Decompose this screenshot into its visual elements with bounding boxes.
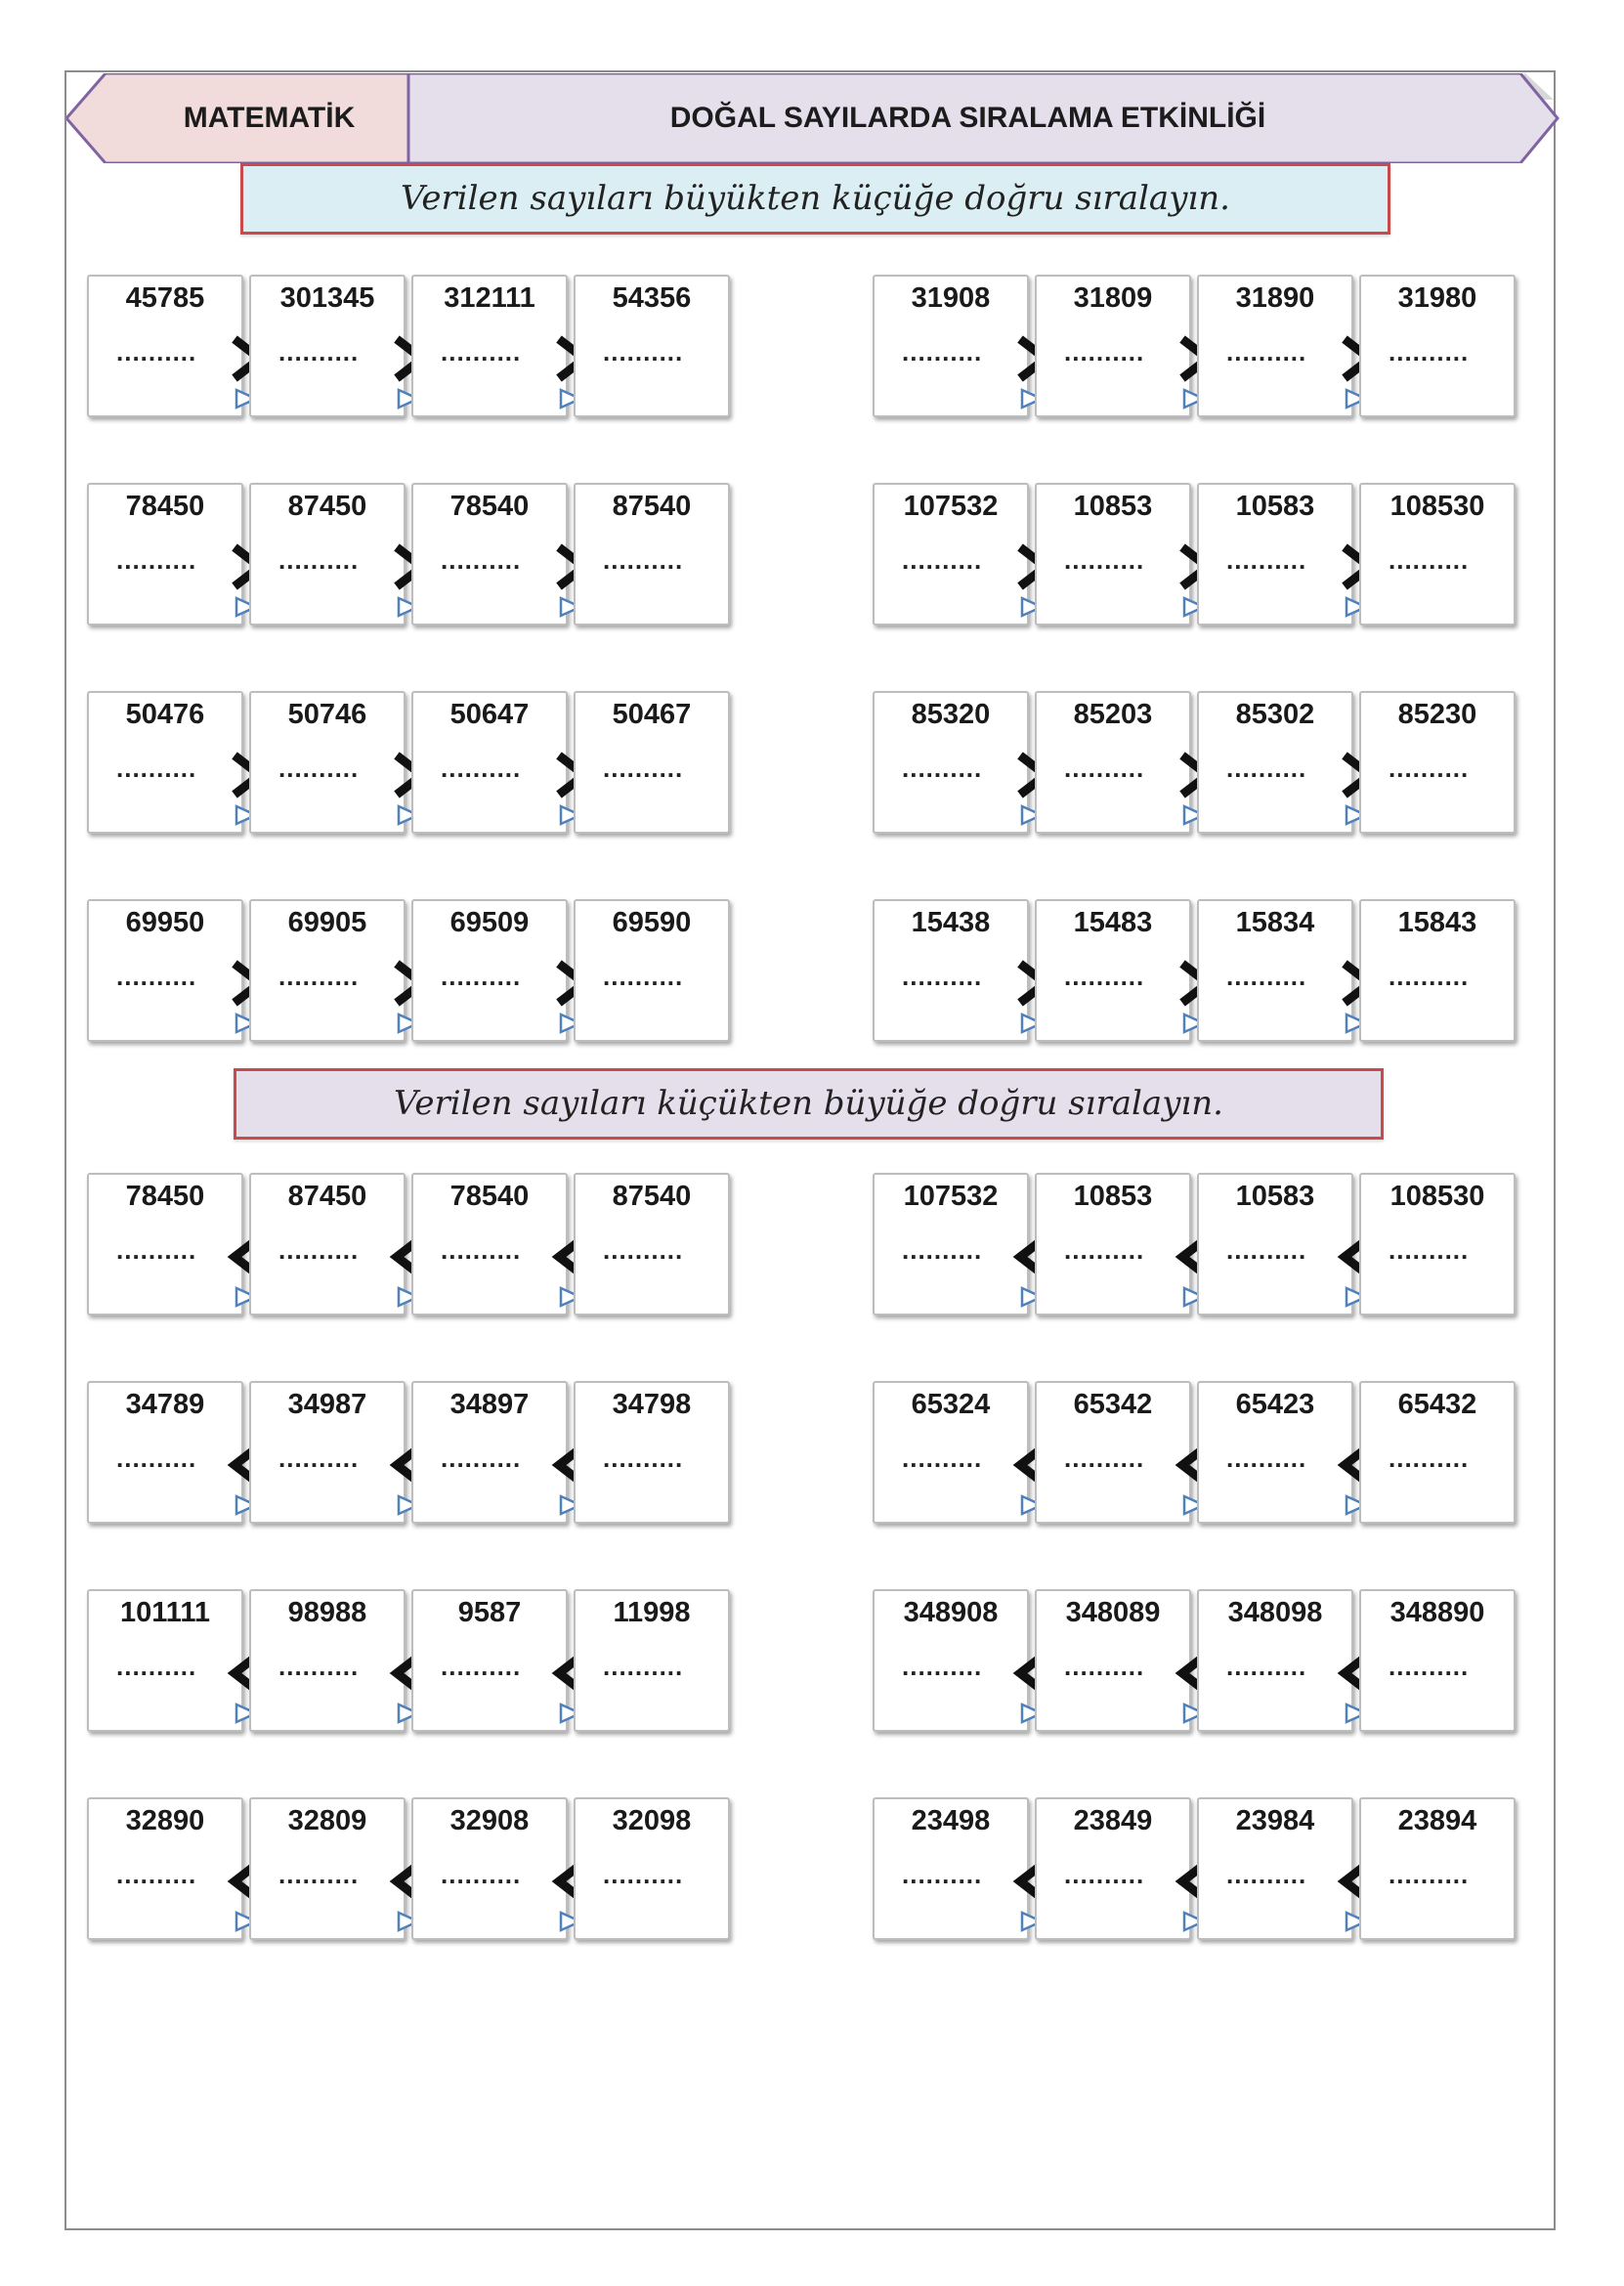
card-number: 10853 — [1073, 1181, 1153, 1212]
answer-blank[interactable]: .......... — [1064, 962, 1145, 991]
number-card — [574, 483, 730, 625]
number-card — [249, 1589, 406, 1732]
number-card — [249, 1381, 406, 1524]
answer-blank[interactable]: .......... — [1226, 1235, 1307, 1265]
answer-blank[interactable]: .......... — [1064, 754, 1145, 783]
answer-blank[interactable]: .......... — [116, 1860, 197, 1889]
number-card — [1035, 1173, 1191, 1316]
card-number: 107532 — [903, 1181, 999, 1212]
number-card — [1359, 691, 1516, 834]
answer-blank[interactable]: .......... — [441, 1235, 522, 1265]
number-card — [249, 483, 406, 625]
card-number: 78540 — [449, 1181, 530, 1212]
answer-blank[interactable]: .......... — [1389, 1235, 1470, 1265]
number-card — [574, 1173, 730, 1316]
card-number: 15483 — [1073, 907, 1153, 938]
number-card — [1197, 1381, 1353, 1524]
card-number: 69905 — [287, 907, 367, 938]
card-number: 31908 — [911, 282, 991, 314]
number-card — [411, 899, 568, 1042]
card-number: 50467 — [612, 699, 692, 730]
number-card — [1197, 691, 1353, 834]
answer-blank[interactable]: .......... — [116, 545, 197, 575]
answer-blank[interactable]: .......... — [1226, 1860, 1307, 1889]
card-number: 348908 — [903, 1597, 999, 1628]
number-card — [873, 691, 1029, 834]
answer-blank[interactable]: .......... — [1226, 337, 1307, 367]
number-card — [1197, 1173, 1353, 1316]
card-number: 69590 — [612, 907, 692, 938]
card-number: 78450 — [125, 491, 205, 522]
header-banner — [66, 73, 1560, 163]
answer-blank[interactable]: .......... — [902, 754, 983, 783]
answer-blank[interactable]: .......... — [1389, 1444, 1470, 1473]
answer-blank[interactable]: .......... — [441, 754, 522, 783]
card-number: 10853 — [1073, 491, 1153, 522]
worksheet-title: DOĞAL SAYILARDA SIRALAMA ETKİNLİĞİ — [669, 102, 1266, 134]
number-card — [873, 1589, 1029, 1732]
number-card — [574, 899, 730, 1042]
card-number: 65423 — [1235, 1389, 1315, 1420]
answer-blank[interactable]: .......... — [603, 1860, 684, 1889]
answer-blank[interactable]: .......... — [278, 545, 360, 575]
card-number: 348890 — [1389, 1597, 1485, 1628]
card-number: 98988 — [287, 1597, 367, 1628]
card-number: 78540 — [449, 491, 530, 522]
number-card — [574, 275, 730, 417]
card-number: 101111 — [120, 1597, 210, 1628]
card-number: 87540 — [612, 491, 692, 522]
number-card — [1359, 1173, 1516, 1316]
number-card — [1197, 899, 1353, 1042]
answer-blank[interactable]: .......... — [1226, 754, 1307, 783]
answer-blank[interactable]: .......... — [116, 1444, 197, 1473]
card-number: 45785 — [125, 282, 205, 314]
answer-blank[interactable]: .......... — [278, 1652, 360, 1681]
answer-blank[interactable]: .......... — [1389, 962, 1470, 991]
card-number: 10583 — [1235, 491, 1315, 522]
number-card — [411, 691, 568, 834]
answer-blank[interactable]: .......... — [1226, 1652, 1307, 1681]
card-number: 87450 — [287, 491, 367, 522]
number-card — [1359, 275, 1516, 417]
card-number: 50746 — [287, 699, 367, 730]
answer-blank[interactable]: .......... — [902, 1235, 983, 1265]
card-number: 50476 — [125, 699, 205, 730]
card-number: 31809 — [1073, 282, 1153, 314]
answer-blank[interactable]: .......... — [1064, 1652, 1145, 1681]
answer-blank[interactable]: .......... — [441, 1652, 522, 1681]
number-card — [1359, 1381, 1516, 1524]
card-number: 34789 — [125, 1389, 205, 1420]
number-card — [249, 275, 406, 417]
number-card — [873, 1173, 1029, 1316]
number-card — [411, 1173, 568, 1316]
card-number: 85302 — [1235, 699, 1315, 730]
card-number: 85203 — [1073, 699, 1153, 730]
number-card — [87, 899, 243, 1042]
card-number: 108530 — [1389, 1181, 1485, 1212]
card-number: 348089 — [1065, 1597, 1161, 1628]
card-number: 69509 — [449, 907, 530, 938]
card-number: 312111 — [444, 282, 535, 314]
answer-blank[interactable]: .......... — [1389, 1860, 1470, 1889]
answer-blank[interactable]: .......... — [902, 1860, 983, 1889]
number-card — [873, 1797, 1029, 1940]
instruction-ascending: Verilen sayıları küçükten büyüğe doğru sıralayın. — [234, 1068, 1384, 1140]
number-card — [1035, 899, 1191, 1042]
answer-blank[interactable]: .......... — [603, 1652, 684, 1681]
answer-blank[interactable]: .......... — [603, 754, 684, 783]
answer-blank[interactable]: .......... — [1226, 545, 1307, 575]
card-number: 15834 — [1235, 907, 1315, 938]
number-card — [1035, 483, 1191, 625]
card-number: 32809 — [287, 1805, 367, 1836]
number-card — [1035, 275, 1191, 417]
number-card — [1197, 1589, 1353, 1732]
number-card — [1035, 691, 1191, 834]
number-card — [411, 275, 568, 417]
card-number: 10583 — [1235, 1181, 1315, 1212]
card-number: 11998 — [613, 1597, 691, 1628]
number-card — [1359, 899, 1516, 1042]
answer-blank[interactable]: .......... — [603, 337, 684, 367]
number-card — [411, 1589, 568, 1732]
answer-blank[interactable]: .......... — [902, 962, 983, 991]
answer-blank[interactable]: .......... — [278, 1444, 360, 1473]
answer-blank[interactable]: .......... — [116, 1652, 197, 1681]
number-card — [411, 1797, 568, 1940]
answer-blank[interactable]: .......... — [1064, 545, 1145, 575]
card-number: 78450 — [125, 1181, 205, 1212]
card-number: 31980 — [1397, 282, 1477, 314]
answer-blank[interactable]: .......... — [902, 1652, 983, 1681]
card-number: 9587 — [457, 1597, 522, 1628]
card-number: 23894 — [1397, 1805, 1477, 1836]
number-card — [87, 1797, 243, 1940]
number-card — [1197, 483, 1353, 625]
subject-label: MATEMATİK — [183, 102, 356, 134]
number-card — [1197, 1797, 1353, 1940]
answer-blank[interactable]: .......... — [441, 962, 522, 991]
card-number: 23984 — [1235, 1805, 1315, 1836]
answer-blank[interactable]: .......... — [1389, 1652, 1470, 1681]
number-card — [574, 1797, 730, 1940]
card-number: 54356 — [612, 282, 692, 314]
number-card — [249, 1173, 406, 1316]
answer-blank[interactable]: .......... — [1226, 962, 1307, 991]
number-card — [1035, 1589, 1191, 1732]
answer-blank[interactable]: .......... — [902, 545, 983, 575]
number-card — [249, 1797, 406, 1940]
answer-blank[interactable]: .......... — [278, 1860, 360, 1889]
number-card — [873, 275, 1029, 417]
answer-blank[interactable]: .......... — [603, 1444, 684, 1473]
number-card — [87, 1381, 243, 1524]
number-card — [1359, 1797, 1516, 1940]
answer-blank[interactable]: .......... — [278, 754, 360, 783]
answer-blank[interactable]: .......... — [902, 1444, 983, 1473]
number-card — [574, 1589, 730, 1732]
card-number: 348098 — [1227, 1597, 1323, 1628]
card-number: 32908 — [449, 1805, 530, 1836]
number-card — [1035, 1797, 1191, 1940]
number-card — [87, 1589, 243, 1732]
answer-blank[interactable]: .......... — [1226, 1444, 1307, 1473]
card-number: 31890 — [1235, 282, 1315, 314]
answer-blank[interactable]: .......... — [1064, 337, 1145, 367]
number-card — [1359, 483, 1516, 625]
card-number: 107532 — [903, 491, 999, 522]
answer-blank[interactable]: .......... — [1389, 337, 1470, 367]
answer-blank[interactable]: .......... — [278, 962, 360, 991]
answer-blank[interactable]: .......... — [441, 1860, 522, 1889]
card-number: 301345 — [279, 282, 375, 314]
card-number: 34987 — [287, 1389, 367, 1420]
card-number: 23849 — [1073, 1805, 1153, 1836]
answer-blank[interactable]: .......... — [603, 962, 684, 991]
number-card — [249, 899, 406, 1042]
number-card — [1359, 1589, 1516, 1732]
answer-blank[interactable]: .......... — [603, 1235, 684, 1265]
answer-blank[interactable]: .......... — [116, 962, 197, 991]
card-number: 32890 — [125, 1805, 205, 1836]
answer-blank[interactable]: .......... — [902, 337, 983, 367]
answer-blank[interactable]: .......... — [603, 545, 684, 575]
number-card — [87, 1173, 243, 1316]
answer-blank[interactable]: .......... — [116, 1235, 197, 1265]
answer-blank[interactable]: .......... — [116, 337, 197, 367]
answer-blank[interactable]: .......... — [441, 1444, 522, 1473]
card-number: 34798 — [612, 1389, 692, 1420]
number-card — [1197, 275, 1353, 417]
card-number: 87450 — [287, 1181, 367, 1212]
answer-blank[interactable]: .......... — [278, 337, 360, 367]
answer-blank[interactable]: .......... — [441, 545, 522, 575]
card-number: 87540 — [612, 1181, 692, 1212]
card-number: 65432 — [1397, 1389, 1477, 1420]
number-card — [411, 483, 568, 625]
number-card — [873, 483, 1029, 625]
answer-blank[interactable]: .......... — [1064, 1444, 1145, 1473]
card-number: 34897 — [449, 1389, 530, 1420]
answer-blank[interactable]: .......... — [1064, 1235, 1145, 1265]
card-number: 23498 — [911, 1805, 991, 1836]
number-card — [574, 691, 730, 834]
card-number: 15843 — [1397, 907, 1477, 938]
card-number: 15438 — [911, 907, 991, 938]
number-card — [249, 691, 406, 834]
card-number: 65342 — [1073, 1389, 1153, 1420]
card-number: 85230 — [1397, 699, 1477, 730]
number-card — [87, 275, 243, 417]
answer-blank[interactable]: .......... — [1064, 1860, 1145, 1889]
number-card — [873, 1381, 1029, 1524]
card-number: 69950 — [125, 907, 205, 938]
number-card — [574, 1381, 730, 1524]
card-number: 50647 — [449, 699, 530, 730]
number-card — [411, 1381, 568, 1524]
number-card — [87, 483, 243, 625]
card-number: 65324 — [911, 1389, 991, 1420]
answer-blank[interactable]: .......... — [441, 337, 522, 367]
instruction-descending: Verilen sayıları büyükten küçüğe doğru sıralayın. — [240, 163, 1390, 235]
number-card — [87, 691, 243, 834]
number-card — [1035, 1381, 1191, 1524]
number-card — [873, 899, 1029, 1042]
card-number: 108530 — [1389, 491, 1485, 522]
card-number: 32098 — [612, 1805, 692, 1836]
card-number: 85320 — [911, 699, 991, 730]
answer-blank[interactable]: .......... — [116, 754, 197, 783]
answer-blank[interactable]: .......... — [1389, 545, 1470, 575]
answer-blank[interactable]: .......... — [1389, 754, 1470, 783]
answer-blank[interactable]: .......... — [278, 1235, 360, 1265]
